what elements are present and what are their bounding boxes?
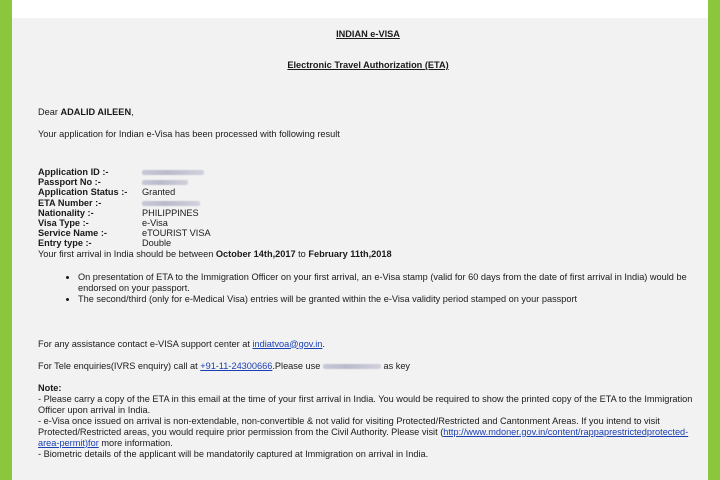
document-title: INDIAN e-VISA (336, 29, 400, 39)
detail-label: ETA Number :- (38, 197, 102, 208)
assistance-suffix: . (322, 338, 325, 349)
recipient-name: ADALID AILEEN (60, 107, 132, 117)
note-line-2-text: - e-Visa once issued on arrival is non-extendable, non-convertible & not valid for visiting Protected/Restricted and Cantonment Areas. If you intend to visit Protected/Restricted areas, you would require prior permission from the Civil Authority. Please visit ( (38, 415, 660, 437)
support-phone-link[interactable]: +91-11-24300666 (200, 360, 273, 371)
redacted-key (323, 364, 381, 369)
greeting-prefix: Dear (38, 107, 61, 117)
detail-value: Double (142, 238, 172, 249)
arrival-middle: to (295, 248, 309, 259)
conditions-list (38, 272, 698, 305)
detail-value: e-Visa (142, 217, 168, 228)
document-subtitle: Electronic Travel Authorization (ETA) (287, 60, 449, 70)
note-heading: Note: (38, 382, 62, 393)
assistance-prefix: For any assistance contact e-VISA support center at (38, 338, 253, 349)
detail-label: Visa Type :- (38, 217, 89, 228)
arrival-window (38, 249, 698, 260)
redacted-value (142, 201, 200, 206)
detail-row-nationality (38, 208, 698, 218)
note-line-2 (38, 416, 698, 449)
tele-line (38, 361, 698, 372)
note-line-3: - Biometric details of the applicant will be mandatorily captured at Immigration on arrival in India. (38, 448, 429, 459)
greeting (38, 107, 698, 118)
detail-label: Service Name :- (38, 228, 107, 239)
arrival-start-date: October 14th,2017 (215, 248, 296, 259)
list-item: • On presentation of ETA to the Immigration Officer on your first arrival, an e-Visa stamp (valid for 60 days from the date of first arrival in India) would be endorsed on your passport. (78, 272, 698, 294)
permit-info-link[interactable]: http://www.mdoner.gov.in/content/rappaprestrictedprotected-area-permit)for (38, 426, 689, 448)
arrival-end-date: February 11th,2018 (308, 248, 392, 259)
detail-value: Granted (142, 187, 176, 198)
detail-value: eTOURIST VISA (142, 228, 211, 239)
assistance-line (38, 339, 698, 350)
arrival-prefix: Your first arrival in India should be between (38, 248, 216, 259)
email-body (12, 18, 708, 480)
detail-row-status (38, 187, 698, 197)
detail-label: Application Status :- (38, 187, 128, 198)
redacted-value (142, 180, 188, 185)
detail-label: Entry type :- (38, 238, 92, 249)
redacted-value (142, 170, 204, 175)
tele-prefix: For Tele enquiries(IVRS enquiry) call at (38, 360, 201, 371)
detail-label: Passport No :- (38, 177, 101, 188)
left-accent-bar (0, 0, 12, 480)
detail-row-eta-number (38, 198, 698, 208)
note-line-2-suffix: more information. (98, 437, 173, 448)
detail-row-visa-type (38, 218, 698, 228)
right-accent-bar (708, 0, 720, 480)
note-line-1: - Please carry a copy of the ETA in this email at the time of your first arrival in India. You would be required to show the printed copy of the ETA to the Immigration Officer upon arrival in India. (38, 393, 693, 415)
tele-suffix: as key (380, 360, 411, 371)
detail-label: Nationality :- (38, 207, 94, 218)
detail-value: PHILIPPINES (142, 207, 199, 218)
detail-row-service-name (38, 228, 698, 238)
detail-label: Application ID :- (38, 167, 109, 177)
email-content (38, 18, 698, 460)
support-email-link[interactable]: indiatvoa@gov.in (252, 338, 323, 349)
detail-row-passport-no (38, 177, 698, 187)
application-details (38, 167, 698, 249)
intro-text: Your application for Indian e-Visa has been processed with following result (38, 129, 340, 139)
detail-row-entry-type (38, 238, 698, 248)
tele-middle: .Please use (272, 360, 323, 371)
detail-row-application-id (38, 167, 698, 177)
greeting-suffix: , (131, 107, 134, 117)
list-item: • The second/third (only for e-Medical Visa) entries will be granted within the e-Visa validity period stamped on your passport (78, 294, 698, 305)
